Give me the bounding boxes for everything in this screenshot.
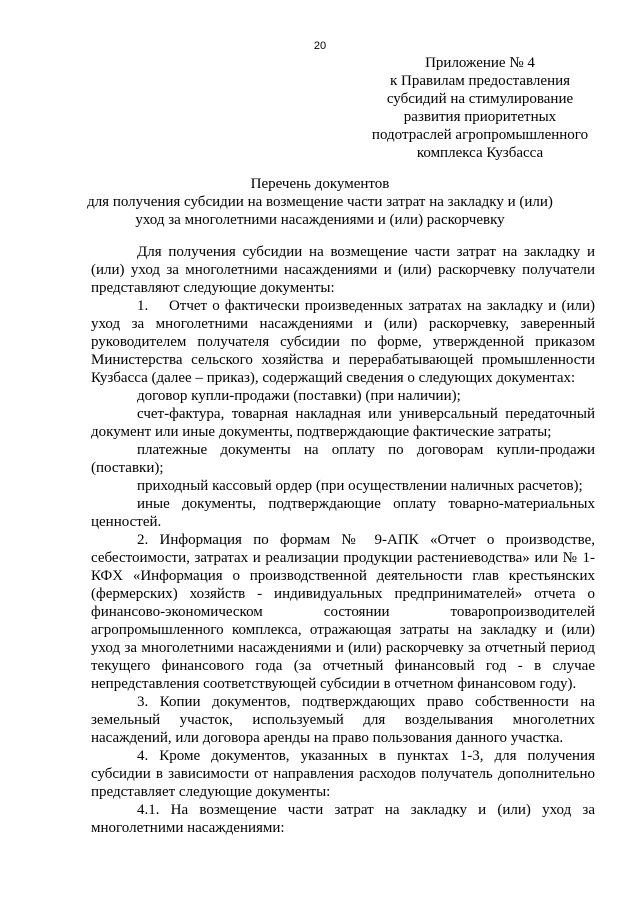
paragraph-contract: договор купли-продажи (поставки) (при наличии); [137,388,461,404]
appendix-line: Приложение № 4 [425,55,535,71]
paragraph-item-4: 4. Кроме документов, указанных в пунктах 1-3, для получения субсидии в зависимости от направления расходов получатель дополнительно представляет следующие документы: [91,748,595,800]
appendix-line: развития приоритетных [403,109,557,125]
paragraph-cash-order: приходный кассовый ордер (при осуществлении наличных расчетов); [137,478,583,494]
paragraph-item-4-1: 4.1. На возмещение части затрат на закладку и (или) уход за многолетними насаждениями: [91,802,595,836]
paragraph-other-docs: иные документы, подтверждающие оплату товарно-материальных ценностей. [91,496,595,530]
page-number: 20 [313,40,327,52]
appendix-line: субсидий на стимулирование [386,91,574,107]
title-line: Перечень документов [250,176,390,192]
paragraph-intro: Для получения субсидии на возмещение части затрат на закладку и (или) уход за многолетними насаждениями и (или) раскорчевку получатели представляют следующие документы: [91,244,595,296]
title-line: для получения субсидии на возмещение части затрат на закладку и (или) [87,194,553,210]
paragraph-item-3: 3. Копии документов, подтверждающих право собственности на земельный участок, используемый для возделывания многолетних насаждений, или договора аренды на право пользования данного участка. [91,694,595,746]
paragraph-payment-docs: платежные документы на оплату по договорам купли-продажи (поставки); [91,442,595,476]
document-title [0,175,640,229]
appendix-line: к Правилам предоставления [389,73,571,89]
paragraph-item-2: 2. Информация по формам № 9-АПК «Отчет о производстве, себестоимости, затратах и реализации продукции растениеводства» или № 1-КФХ «Информация о производственной деятельности глав крестьянских (фермерских) хозяйств - индивидуальных предпринимателей» отчета о финансово-экономическом состоянии товаропроизводителей агропромышленного комплекса, отражающая затраты на закладку и (или) уход за многолетними насаждениями и (или) раскорчевку за отчетный период текущего финансового года (за отчетный финансовый год - в случае непредставления соответствующей субсидии в отчетном финансовом году). [91,532,595,692]
appendix-header [360,54,600,162]
paragraph-item-1: 1. Отчет о фактически произведенных затратах на закладку и (или) уход за многолетними насаждениями и (или) раскорчевку, заверенный руководителем получателя субсидии по форме, утвержденной приказом Министерства сельского хозяйства и перерабатывающей промышленности Кузбасса (далее – приказ), содержащий сведения о следующих документах: [91,298,595,386]
appendix-line: подотраслей агропромышленного [371,127,589,143]
paragraph-invoice: счет-фактура, товарная накладная или универсальный передаточный документ или иные документы, подтверждающие фактические затраты; [91,406,595,440]
appendix-line: комплекса Кузбасса [416,145,544,161]
document-body [91,243,595,837]
title-line: уход за многолетними насаждениями и (или) раскорчевку [135,212,505,228]
